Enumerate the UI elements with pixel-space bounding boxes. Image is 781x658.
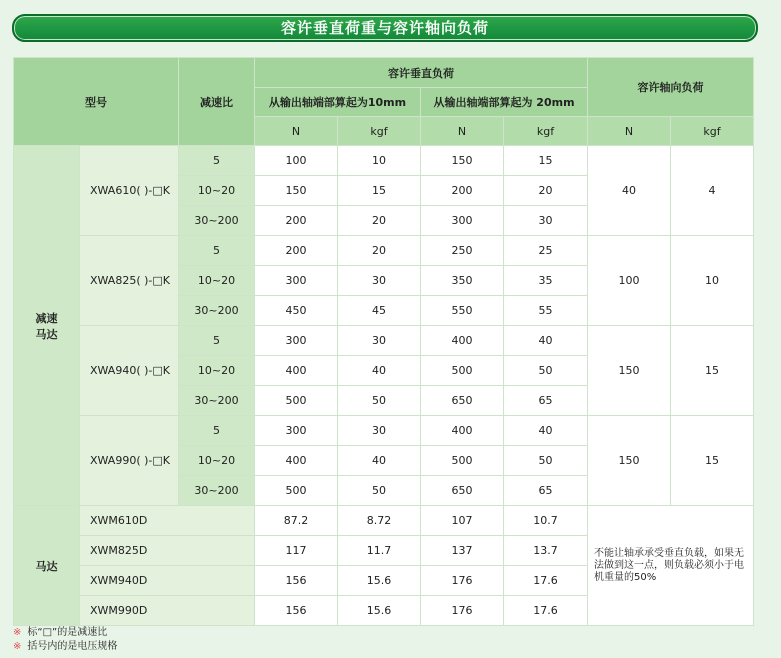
vertical-10mm-n: 400	[255, 446, 338, 476]
table-row	[14, 506, 754, 536]
title-banner	[12, 14, 758, 42]
vertical-10mm-n: 300	[255, 266, 338, 296]
load-table	[13, 57, 754, 626]
category-motor: 马达	[14, 506, 80, 626]
vertical-10mm-kgf: 15	[338, 176, 421, 206]
axial-n: 100	[588, 236, 671, 326]
vertical-10mm-kgf: 15.6	[338, 566, 421, 596]
header-ratio: 减速比	[179, 58, 255, 146]
vertical-20mm-n: 350	[421, 266, 504, 296]
gearmotor-section	[14, 146, 754, 506]
vertical-10mm-n: 200	[255, 236, 338, 266]
vertical-20mm-kgf: 50	[504, 356, 588, 386]
vertical-20mm-n: 107	[421, 506, 504, 536]
vertical-20mm-n: 150	[421, 146, 504, 176]
ratio-cell: 30~200	[179, 386, 255, 416]
vertical-20mm-kgf: 25	[504, 236, 588, 266]
vertical-20mm-n: 200	[421, 176, 504, 206]
unit-header: kgf	[671, 117, 754, 146]
ratio-cell: 10~20	[179, 176, 255, 206]
table-row	[14, 416, 754, 446]
ratio-cell: 30~200	[179, 476, 255, 506]
footnote-text: 括号内的是电压规格	[27, 641, 118, 652]
motor-section	[14, 506, 754, 626]
unit-header: N	[588, 117, 671, 146]
ratio-cell: 30~200	[179, 296, 255, 326]
axial-kgf: 4	[671, 146, 754, 236]
category-gearmotor: 减速 马达	[14, 146, 80, 506]
footnote-text: 标“□”的是减速比	[27, 627, 108, 638]
vertical-20mm-kgf: 35	[504, 266, 588, 296]
vertical-10mm-kgf: 50	[338, 386, 421, 416]
header-model: 型号	[14, 58, 179, 146]
vertical-10mm-kgf: 40	[338, 446, 421, 476]
header-vertical-load: 容许垂直负荷	[255, 58, 588, 88]
vertical-10mm-n: 500	[255, 386, 338, 416]
axial-n: 40	[588, 146, 671, 236]
vertical-10mm-n: 150	[255, 176, 338, 206]
footnote-mark: ※	[13, 641, 22, 652]
vertical-10mm-kgf: 20	[338, 206, 421, 236]
vertical-20mm-n: 500	[421, 356, 504, 386]
ratio-cell: 10~20	[179, 356, 255, 386]
vertical-10mm-n: 400	[255, 356, 338, 386]
vertical-20mm-n: 550	[421, 296, 504, 326]
vertical-20mm-n: 400	[421, 326, 504, 356]
vertical-10mm-n: 200	[255, 206, 338, 236]
unit-header: N	[421, 117, 504, 146]
vertical-10mm-kgf: 10	[338, 146, 421, 176]
footnotes	[13, 626, 117, 654]
page-title: 容许垂直荷重与容许轴向负荷	[280, 19, 489, 37]
vertical-10mm-n: 117	[255, 536, 338, 566]
vertical-20mm-kgf: 40	[504, 416, 588, 446]
vertical-20mm-n: 176	[421, 596, 504, 626]
footnote-mark: ※	[13, 627, 22, 638]
unit-header: kgf	[338, 117, 421, 146]
table-row	[14, 326, 754, 356]
ratio-cell: 5	[179, 326, 255, 356]
vertical-20mm-kgf: 50	[504, 446, 588, 476]
axial-kgf: 15	[671, 416, 754, 506]
vertical-20mm-kgf: 17.6	[504, 596, 588, 626]
vertical-20mm-kgf: 13.7	[504, 536, 588, 566]
vertical-20mm-n: 250	[421, 236, 504, 266]
vertical-20mm-kgf: 55	[504, 296, 588, 326]
model-name: XWA990( )-□K	[80, 416, 179, 506]
ratio-cell: 30~200	[179, 206, 255, 236]
axial-n: 150	[588, 416, 671, 506]
vertical-20mm-n: 137	[421, 536, 504, 566]
vertical-10mm-kgf: 50	[338, 476, 421, 506]
vertical-10mm-kgf: 20	[338, 236, 421, 266]
footnote	[13, 626, 117, 640]
header-vertical-20mm: 从输出轴端部算起为 20mm	[421, 88, 588, 117]
ratio-cell: 10~20	[179, 266, 255, 296]
vertical-10mm-kgf: 45	[338, 296, 421, 326]
vertical-20mm-n: 400	[421, 416, 504, 446]
vertical-20mm-n: 650	[421, 386, 504, 416]
vertical-20mm-n: 650	[421, 476, 504, 506]
vertical-10mm-kgf: 11.7	[338, 536, 421, 566]
table-row	[14, 146, 754, 176]
model-name: XWA825( )-□K	[80, 236, 179, 326]
header-axial-load: 容许轴向负荷	[588, 58, 754, 117]
vertical-10mm-n: 450	[255, 296, 338, 326]
vertical-20mm-n: 176	[421, 566, 504, 596]
ratio-cell: 10~20	[179, 446, 255, 476]
vertical-20mm-kgf: 65	[504, 386, 588, 416]
footnote	[13, 640, 117, 654]
model-name: XWM825D	[80, 536, 255, 566]
model-name: XWM990D	[80, 596, 255, 626]
vertical-10mm-n: 100	[255, 146, 338, 176]
axial-kgf: 15	[671, 326, 754, 416]
model-name: XWA610( )-□K	[80, 146, 179, 236]
vertical-20mm-kgf: 10.7	[504, 506, 588, 536]
vertical-10mm-n: 300	[255, 326, 338, 356]
vertical-20mm-kgf: 30	[504, 206, 588, 236]
ratio-cell: 5	[179, 416, 255, 446]
ratio-cell: 5	[179, 236, 255, 266]
motor-note: 不能让轴承承受垂直负载，如果无法做到这一点，则负载必须小于电机重量的50%	[588, 506, 754, 626]
vertical-10mm-n: 300	[255, 416, 338, 446]
vertical-10mm-kgf: 30	[338, 326, 421, 356]
axial-n: 150	[588, 326, 671, 416]
vertical-10mm-kgf: 15.6	[338, 596, 421, 626]
vertical-20mm-kgf: 17.6	[504, 566, 588, 596]
vertical-20mm-kgf: 15	[504, 146, 588, 176]
model-name: XWM940D	[80, 566, 255, 596]
unit-header: N	[255, 117, 338, 146]
axial-kgf: 10	[671, 236, 754, 326]
vertical-10mm-kgf: 30	[338, 416, 421, 446]
vertical-10mm-n: 156	[255, 566, 338, 596]
vertical-20mm-n: 500	[421, 446, 504, 476]
header-vertical-10mm: 从输出轴端部算起为10mm	[255, 88, 421, 117]
vertical-20mm-kgf: 65	[504, 476, 588, 506]
vertical-20mm-kgf: 40	[504, 326, 588, 356]
model-name: XWM610D	[80, 506, 255, 536]
vertical-10mm-n: 156	[255, 596, 338, 626]
vertical-10mm-kgf: 40	[338, 356, 421, 386]
table-row	[14, 236, 754, 266]
vertical-10mm-n: 87.2	[255, 506, 338, 536]
vertical-20mm-n: 300	[421, 206, 504, 236]
vertical-10mm-n: 500	[255, 476, 338, 506]
vertical-10mm-kgf: 8.72	[338, 506, 421, 536]
model-name: XWA940( )-□K	[80, 326, 179, 416]
vertical-10mm-kgf: 30	[338, 266, 421, 296]
unit-header: kgf	[504, 117, 588, 146]
ratio-cell: 5	[179, 146, 255, 176]
vertical-20mm-kgf: 20	[504, 176, 588, 206]
